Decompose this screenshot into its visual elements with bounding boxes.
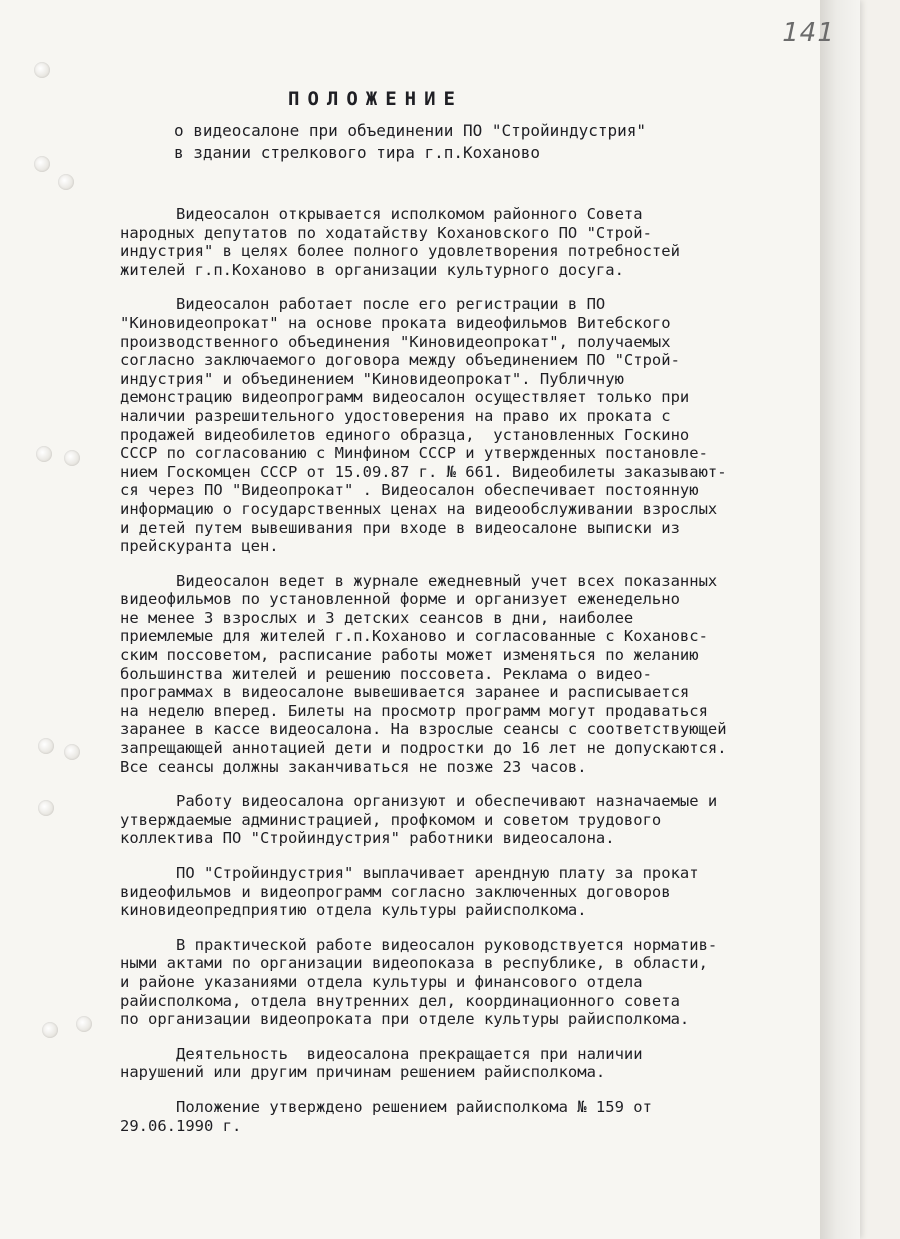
document-body bbox=[120, 205, 840, 1151]
subtitle-line: о видеосалоне при объединении ПО "Стройиндустрия" bbox=[174, 121, 647, 140]
text-line: и детей путем вывешивания при входе в видеосалоне выписки из bbox=[120, 518, 680, 537]
text-line: ся через ПО "Видеопрокат" . Видеосалон обеспечивает постоянную bbox=[120, 481, 699, 500]
text-line: народных депутатов по ходатайству Кохановского ПО "Строй- bbox=[120, 223, 652, 242]
text-line: продажей видеобилетов единого образца, установленных Госкино bbox=[120, 425, 690, 444]
text-line: программах в видеосалоне вывешивается заранее и расписывается bbox=[120, 683, 690, 702]
text-line: коллектива ПО "Стройиндустрия" работники видеосалона. bbox=[120, 829, 615, 848]
paragraph-schedule bbox=[120, 572, 840, 777]
text-line: на неделю вперед. Билеты на просмотр программ могут продаваться bbox=[120, 701, 708, 720]
punch-hole bbox=[76, 1016, 92, 1032]
text-line: В практической работе видеосалон руководствуется норматив- bbox=[176, 935, 718, 954]
text-line: наличии разрешительного удостоверения на право их проката с bbox=[120, 406, 671, 425]
text-line: ными актами по организации видеопоказа в республике, в области, bbox=[120, 954, 708, 973]
punch-hole bbox=[58, 174, 74, 190]
text-line: согласно заключаемого договора между объединением ПО "Строй- bbox=[120, 351, 680, 370]
paragraph-approval bbox=[120, 1098, 840, 1135]
handwritten-page-number: 141 bbox=[778, 18, 838, 48]
text-line: жителей г.п.Коханово в организации культурного досуга. bbox=[120, 260, 624, 279]
text-line: Работу видеосалона организуют и обеспечивают назначаемые и bbox=[176, 792, 718, 811]
document-title: ПОЛОЖЕНИЕ bbox=[288, 88, 463, 110]
text-line: прейскуранта цен. bbox=[120, 537, 279, 556]
text-line: Видеосалон ведет в журнале ежедневный учет всех показанных bbox=[176, 571, 718, 590]
punch-hole bbox=[38, 800, 54, 816]
paragraph-staff bbox=[120, 792, 840, 848]
text-line: утверждаемые администрацией, профкомом и советом трудового bbox=[120, 810, 662, 829]
punch-hole bbox=[34, 156, 50, 172]
paragraph-rent bbox=[120, 864, 840, 920]
text-line: райисполкома, отдела внутренних дел, координационного совета bbox=[120, 991, 680, 1010]
text-line: по организации видеопроката при отделе культуры райисполкома. bbox=[120, 1010, 690, 1029]
text-line: ским поссоветом, расписание работы может изменяться по желанию bbox=[120, 646, 699, 665]
text-line: "Киновидеопрокат" на основе проката видеофильмов Витебского bbox=[120, 313, 671, 332]
punch-hole bbox=[36, 446, 52, 462]
text-line: запрещающей аннотацией дети и подростки до 16 лет не допускаются. bbox=[120, 739, 727, 758]
text-line: нарушений или другим причинам решением райисполкома. bbox=[120, 1063, 606, 1082]
text-line: Все сеансы должны заканчиваться не позже 23 часов. bbox=[120, 757, 587, 776]
text-line: индустрия" и объединением "Киновидеопрокат". Публичную bbox=[120, 369, 624, 388]
punch-hole bbox=[42, 1022, 58, 1038]
text-line: 29.06.1990 г. bbox=[120, 1116, 242, 1135]
text-line: нием Госкомцен СССР от 15.09.87 г. № 661. Видеобилеты заказывают- bbox=[120, 462, 727, 481]
text-line: Положение утверждено решением райисполкома № 159 от bbox=[176, 1097, 652, 1116]
text-line: заранее в кассе видеосалона. На взрослые сеансы с соответствующей bbox=[120, 720, 727, 739]
text-line: индустрия" в целях более полного удовлетворения потребностей bbox=[120, 242, 680, 261]
punch-hole bbox=[38, 738, 54, 754]
text-line: видеофильмов по установленной форме и организует еженедельно bbox=[120, 590, 680, 609]
text-line: СССР по согласованию с Минфином СССР и утвержденных постановле- bbox=[120, 444, 708, 463]
text-line: большинства жителей и решению поссовета. Реклама о видео- bbox=[120, 664, 652, 683]
paragraph-operation bbox=[120, 295, 840, 555]
paragraph-opening bbox=[120, 205, 840, 279]
text-line: информацию о государственных ценах на видеообслуживании взрослых bbox=[120, 499, 718, 518]
text-line: приемлемые для жителей г.п.Коханово и согласованные с Кохановс- bbox=[120, 627, 708, 646]
paragraph-termination bbox=[120, 1045, 840, 1082]
text-line: и районе указаниями отдела культуры и финансового отдела bbox=[120, 972, 643, 991]
text-line: демонстрацию видеопрограмм видеосалон осуществляет только при bbox=[120, 388, 690, 407]
text-line: Деятельность видеосалона прекращается при наличии bbox=[176, 1044, 643, 1063]
document-subtitle bbox=[174, 120, 814, 164]
text-line: не менее 3 взрослых и 3 детских сеансов в дни, наиболее bbox=[120, 608, 634, 627]
paragraph-regulations bbox=[120, 936, 840, 1029]
text-line: Видеосалон работает после его регистрации в ПО bbox=[176, 295, 606, 314]
text-line: производственного объединения "Киновидеопрокат", получаемых bbox=[120, 332, 671, 351]
text-line: видеофильмов и видеопрограмм согласно заключенных договоров bbox=[120, 882, 671, 901]
punch-hole bbox=[34, 62, 50, 78]
subtitle-line: в здании стрелкового тира г.п.Коханово bbox=[174, 143, 541, 162]
punch-hole bbox=[64, 744, 80, 760]
text-line: ПО "Стройиндустрия" выплачивает арендную плату за прокат bbox=[176, 864, 699, 882]
text-line: киновидеопредприятию отдела культуры райисполкома. bbox=[120, 901, 587, 920]
text-line: Видеосалон открывается исполкомом районного Совета bbox=[176, 205, 643, 223]
punch-hole bbox=[64, 450, 80, 466]
